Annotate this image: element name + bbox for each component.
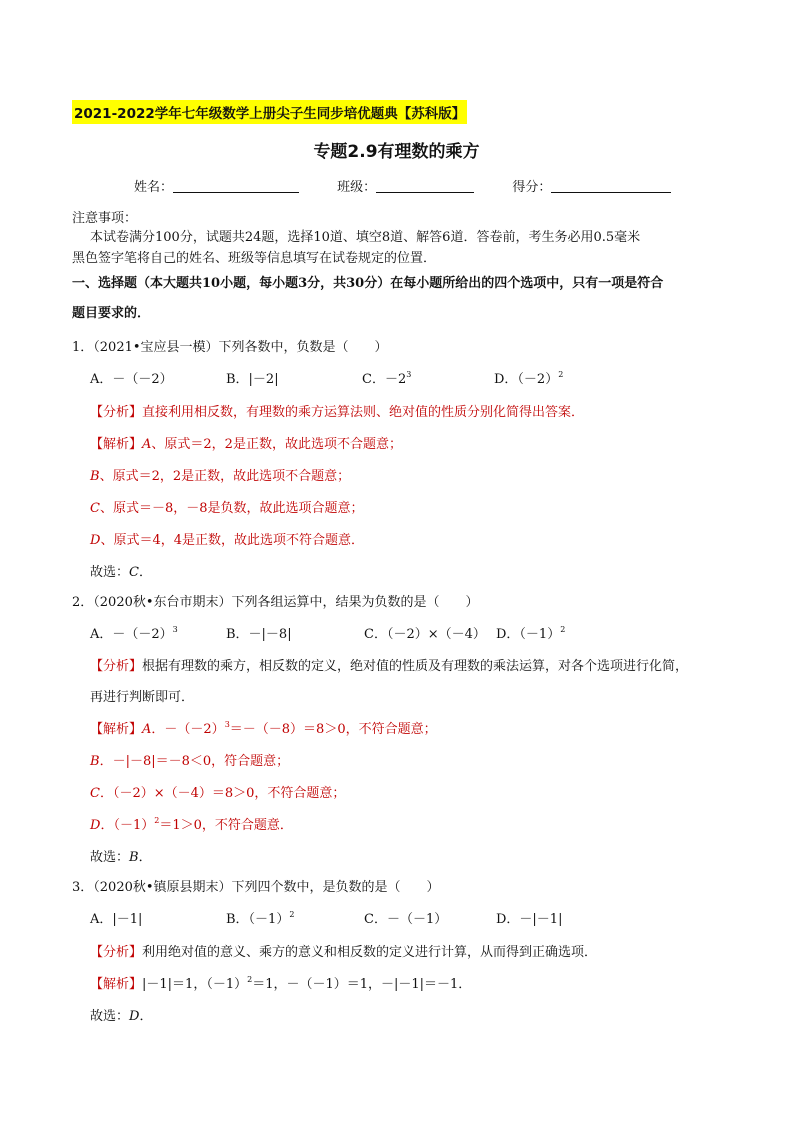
q2-option-c: C．（－2）×（－4） bbox=[364, 627, 486, 642]
q2-solution-4-exponent: 2 bbox=[154, 816, 160, 825]
q2-option-a-text: A．－（－2） bbox=[90, 627, 173, 642]
q1-option-c-exponent: 3 bbox=[406, 370, 412, 379]
notice-heading: 注意事项： bbox=[72, 211, 138, 226]
q2-solution-1-text-a: ．－（－2） bbox=[151, 722, 225, 737]
q2-option-a-exponent: 3 bbox=[172, 625, 178, 634]
q2-answer-value: B bbox=[129, 850, 139, 865]
q3-options bbox=[90, 908, 562, 927]
q2-analysis-tag: 【分析】 bbox=[90, 659, 143, 674]
q2-solution-3-text: ．（－2）×（－4）＝8＞0，不符合题意； bbox=[99, 786, 346, 801]
q3-answer-label: 故选： bbox=[90, 1009, 130, 1024]
q2-solution-1-text-b: ＝－（－8）＝8＞0，不符合题意； bbox=[229, 722, 437, 737]
q1-answer-end: ． bbox=[138, 565, 152, 580]
q2-option-d-exponent: 2 bbox=[560, 625, 566, 634]
q3-analysis-tag: 【分析】 bbox=[90, 945, 143, 960]
q2-solution-1-exponent: 3 bbox=[224, 720, 230, 729]
q1-stem: 1．（2021•宝应县一模）下列各数中，负数是（ ） bbox=[72, 340, 388, 355]
q3-solution-text-a: |－1|＝1，（－1） bbox=[142, 977, 248, 992]
q2-analysis-line-2: 再进行判断即可． bbox=[90, 690, 195, 705]
q2-solution-tag: 【解析】 bbox=[90, 722, 143, 737]
q3-analysis-text: 利用绝对值的意义、乘方的意义和相反数的定义进行计算，从而得到正确选项． bbox=[142, 945, 598, 960]
q2-option-d bbox=[496, 623, 565, 642]
class-label: 班级： bbox=[337, 180, 377, 195]
section-heading-line-2: 题目要求的． bbox=[72, 306, 151, 321]
q2-solution-4-letter: D bbox=[90, 818, 101, 833]
q3-stem: 3．（2020秋•镇原县期末）下列四个数中，是负数的是（ ） bbox=[72, 880, 440, 895]
q2-solution-2-letter: B bbox=[90, 754, 100, 769]
q1-analysis bbox=[90, 401, 584, 420]
q2-analysis-text-1: 根据有理数的乘方，相反数的定义，绝对值的性质及有理数的乘法运算，对各个选项进行化简， bbox=[142, 659, 689, 674]
q3-solution-exponent: 2 bbox=[247, 975, 253, 984]
q1-answer bbox=[90, 561, 152, 580]
q3-option-b-exponent: 2 bbox=[289, 910, 295, 919]
q2-solution-3 bbox=[90, 782, 345, 801]
q1-answer-label: 故选： bbox=[90, 565, 130, 580]
name-blank bbox=[173, 180, 299, 193]
q1-analysis-text: 直接利用相反数，有理数的乘方运算法则、绝对值的性质分别化简得出答案． bbox=[142, 405, 585, 420]
name-field bbox=[134, 176, 299, 195]
q1-solution-3 bbox=[90, 497, 364, 516]
q1-solution-1 bbox=[90, 433, 402, 452]
q1-answer-value: C bbox=[129, 565, 139, 580]
q1-solution-2-text: 、原式＝2，2是正数，故此选项不合题意； bbox=[99, 469, 351, 484]
q3-option-c: C．－（－1） bbox=[364, 912, 448, 927]
q2-answer-end: ． bbox=[138, 850, 152, 865]
q3-answer-value: D bbox=[129, 1009, 140, 1024]
q1-solution-2 bbox=[90, 465, 350, 484]
notice-line-2: 黑色签字笔将自己的姓名、班级等信息填写在试卷规定的位置． bbox=[72, 251, 437, 266]
q3-option-b-text: B．（－1） bbox=[226, 912, 290, 927]
q1-option-c-text: C．－2 bbox=[362, 372, 407, 387]
q1-solution-3-letter: C bbox=[90, 501, 100, 516]
q1-solution-1-letter: A bbox=[142, 437, 152, 452]
section-heading-line-1: 一、选择题（本大题共10小题，每小题3分，共30分）在每小题所给出的四个选项中，只有一项是符合 bbox=[72, 276, 664, 291]
name-label: 姓名： bbox=[134, 180, 174, 195]
q2-solution-3-letter: C bbox=[90, 786, 100, 801]
student-info-row bbox=[134, 176, 705, 195]
q1-solution-1-text: 、原式＝2，2是正数，故此选项不合题意； bbox=[151, 437, 402, 452]
q2-options bbox=[90, 623, 565, 642]
q2-option-b: B．－|－8| bbox=[226, 627, 292, 642]
q2-answer-label: 故选： bbox=[90, 850, 130, 865]
series-title: 2021-2022学年七年级数学上册尖子生同步培优题典【苏科版】 bbox=[72, 100, 467, 124]
class-field bbox=[337, 176, 474, 195]
q1-solution-3-text: 、原式＝－8，－8是负数，故此选项合题意； bbox=[99, 501, 364, 516]
q2-analysis-line-1 bbox=[90, 655, 688, 674]
score-field bbox=[512, 176, 671, 195]
q3-option-a: A．|－1| bbox=[90, 912, 143, 927]
score-blank bbox=[551, 180, 671, 193]
q1-solution-4 bbox=[90, 529, 364, 548]
q1-solution-2-letter: B bbox=[90, 469, 100, 484]
q1-option-d bbox=[494, 368, 563, 387]
q2-solution-4 bbox=[90, 814, 293, 833]
q1-solution-4-text: 、原式＝4，4是正数，故此选项不符合题意． bbox=[100, 533, 364, 548]
class-blank bbox=[376, 180, 474, 193]
score-label: 得分： bbox=[512, 180, 552, 195]
document-title: 专题2.9有理数的乘方 bbox=[313, 142, 480, 162]
q3-solution-text-b: ＝1，－（－1）＝1，－|－1|＝－1． bbox=[252, 977, 472, 992]
notice-line-1: 本试卷满分100分，试题共24题，选择10道、填空8道、解答6道．答卷前，考生务必用0.5毫米 bbox=[90, 230, 641, 245]
q2-solution-2 bbox=[90, 750, 289, 769]
q2-option-d-text: D．（－1） bbox=[496, 627, 561, 642]
q2-stem: 2．（2020秋•东台市期末）下列各组运算中，结果为负数的是（ ） bbox=[72, 595, 479, 610]
q2-solution-1 bbox=[90, 718, 437, 737]
q1-solution-tag: 【解析】 bbox=[90, 437, 143, 452]
q3-option-d: D．－|－1| bbox=[496, 912, 563, 927]
q3-analysis bbox=[90, 941, 597, 960]
q1-option-d-text: D．（－2） bbox=[494, 372, 559, 387]
q2-solution-4-text-a: ．（－1） bbox=[100, 818, 155, 833]
q1-solution-4-letter: D bbox=[90, 533, 101, 548]
q2-answer bbox=[90, 846, 152, 865]
q2-solution-1-letter: A bbox=[142, 722, 152, 737]
q1-option-b: B．|－2| bbox=[226, 372, 279, 387]
q3-option-b bbox=[226, 908, 364, 927]
q3-answer bbox=[90, 1005, 152, 1024]
q1-option-d-exponent: 2 bbox=[558, 370, 564, 379]
q1-analysis-tag: 【分析】 bbox=[90, 405, 143, 420]
q1-option-a: A．－（－2） bbox=[90, 372, 173, 387]
q1-options bbox=[90, 368, 563, 387]
q1-option-c bbox=[362, 368, 494, 387]
q2-solution-2-text: ．－|－8|＝－8＜0，符合题意； bbox=[99, 754, 290, 769]
q2-option-a bbox=[90, 623, 226, 642]
q3-solution-tag: 【解析】 bbox=[90, 977, 143, 992]
q2-solution-4-text-b: ＝1＞0，不符合题意． bbox=[159, 818, 293, 833]
q3-solution bbox=[90, 973, 471, 992]
q3-answer-end: ． bbox=[139, 1009, 153, 1024]
